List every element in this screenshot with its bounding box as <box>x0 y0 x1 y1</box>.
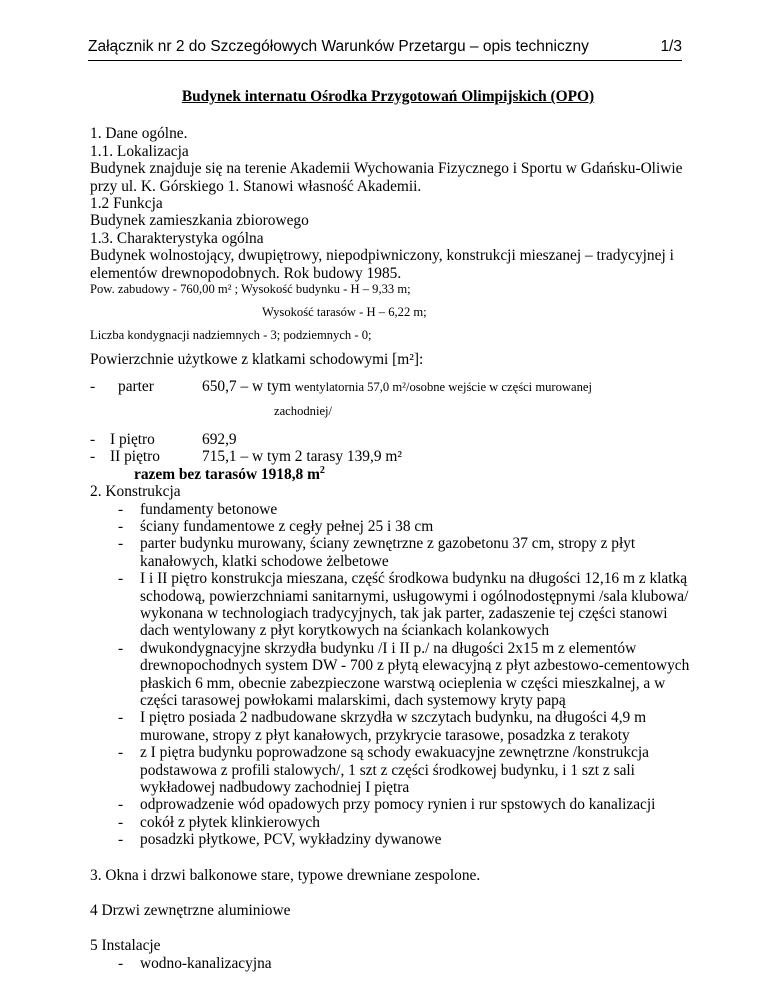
section-1-3-heading: 1.3. Charakterystyka ogólna <box>90 229 264 247</box>
list-item: - dwukondygnacyjne skrzydła budynku /I i II p./ na długości 2x15 m z elementów drewnopochodnych system DW - 700 z płytą elewacyjną z płyt azbestowo-cementowych płaskich 6 mm, obecnie zabezpieczone warstwą ocieplenia w części mieszkalnej, a w części tarasowej powłokami malarskimi, dach systemowy kryty papą <box>118 640 690 710</box>
total-area-text: razem bez tarasów 1918,8 m <box>134 465 320 483</box>
page-number: 1/3 <box>660 38 682 55</box>
list-item: - z I piętra budynku poprowadzone są schody ewakuacyjne zewnętrzne /konstrukcja podstawowa z profili stalowych/, 1 szt z części środkowej budynku, i 1 szt z sali wykładowej nadbudowy zachodniej I piętra <box>118 744 690 796</box>
section-3-text: 3. Okna i drzwi balkonowe stare, typowe drewniane zespolone. <box>90 866 481 884</box>
list-item: - fundamenty betonowe <box>118 501 690 518</box>
page-header <box>88 38 682 58</box>
header-title: Załącznik nr 2 do Szczegółowych Warunków Przetargu – opis techniczny <box>88 38 589 55</box>
section-2-heading: 2. Konstrukcja <box>90 483 181 501</box>
header-divider <box>88 60 682 61</box>
section-5-heading: 5 Instalacje <box>90 937 161 955</box>
list-item: - odprowadzenie wód opadowych przy pomocy rynien i rur spstowych do kanalizacji <box>118 796 690 813</box>
list-item: - cokół z płytek klinkierowych <box>118 814 690 831</box>
parter-note-continued: zachodniej/ <box>274 403 333 418</box>
section-1-1-heading: 1.1. Lokalizacja <box>90 142 189 160</box>
usable-area-heading: Powierzchnie użytkowe z klatkami schodowymi [m²]: <box>90 351 424 369</box>
storeys-line: Liczba kondygnacji nadziemnych - 3; podziemnych - 0; <box>90 328 372 343</box>
total-area-unit-exponent: 2 <box>319 464 325 476</box>
list-item: - I piętro posiada 2 nadbudowane skrzydła w szczytach budynku, na długości 4,9 m murowane, stropy z płyt kanałowych, przykrycie tarasowe, posadzka z terakoty <box>118 709 690 744</box>
built-area-line: Pow. zabudowy - 760,00 m² ; Wysokość budynku - H – 9,33 m; <box>90 282 411 297</box>
floor-2-label: II piętro <box>110 448 160 466</box>
list-item: - parter budynku murowany, ściany zewnętrzne z gazobetonu 37 cm, stropy z płyt kanałowych, klatki schodowe żelbetowe <box>118 535 690 570</box>
parter-row: - parter 650,7 – w tym wentylatornia 57,0 m²/osobne wejście w części murowanej <box>90 378 592 396</box>
list-item: - wodno-kanalizacyjna <box>118 955 690 972</box>
document-body <box>90 88 690 972</box>
floor-1-label: I piętro <box>110 430 155 448</box>
characteristics-text: Budynek wolnostojący, dwupiętrowy, niepodpiwniczony, konstrukcji mieszanej – tradycyjnej i elementów drewnopodobnych. Rok budowy 1985. <box>90 247 674 282</box>
document-title: Budynek internatu Ośrodka Przygotowań Olimpijskich (OPO) <box>181 88 595 105</box>
list-item: - ściany fundamentowe z cegły pełnej 25 i 38 cm <box>118 518 690 535</box>
section-1-heading: 1. Dane ogólne. <box>90 125 188 143</box>
section-1-2-heading: 1.2 Funkcja <box>90 195 163 213</box>
total-area-row <box>90 466 690 483</box>
location-text: Budynek znajduje się na terenie Akademii Wychowania Fizycznego i Sportu w Gdańsku-Oliwie przy ul. K. Górskiego 1. Stanowi własność Akademii. <box>90 160 683 195</box>
construction-list <box>90 501 690 849</box>
floor-1-value: 692,9 <box>202 430 237 448</box>
function-text: Budynek zamieszkania zbiorowego <box>90 212 309 230</box>
parter-label: parter <box>118 378 154 396</box>
terrace-height-line: Wysokość tarasów - H – 6,22 m; <box>262 305 427 320</box>
floor-2-value: 715,1 – w tym 2 tarasy 139,9 m² <box>202 448 402 466</box>
floor-1-row: - I piętro 692,9 <box>90 430 237 448</box>
list-item: - I i II piętro konstrukcja mieszana, część środkowa budynku na długości 12,16 m z klatką schodową, powierzchniami sanitarnymi, usługowymi i ogólnodostępnymi /sala klubowa/ wykonana w technologiach tradycyjnych, tak jak parter, zadaszenie tej części stanowi dach wentylowany z płyt korytkowych na ściankach kolankowych <box>118 570 690 640</box>
parter-value: 650,7 – w tym <box>202 378 291 396</box>
installations-list <box>90 955 690 972</box>
list-item: - posadzki płytkowe, PCV, wykładziny dywanowe <box>118 831 690 848</box>
parter-note: wentylatornia 57,0 m²/osobne wejście w części murowanej <box>294 380 592 395</box>
floor-2-row: - II piętro 715,1 – w tym 2 tarasy 139,9 m² <box>90 448 402 466</box>
section-4-text: 4 Drzwi zewnętrzne aluminiowe <box>90 902 291 920</box>
